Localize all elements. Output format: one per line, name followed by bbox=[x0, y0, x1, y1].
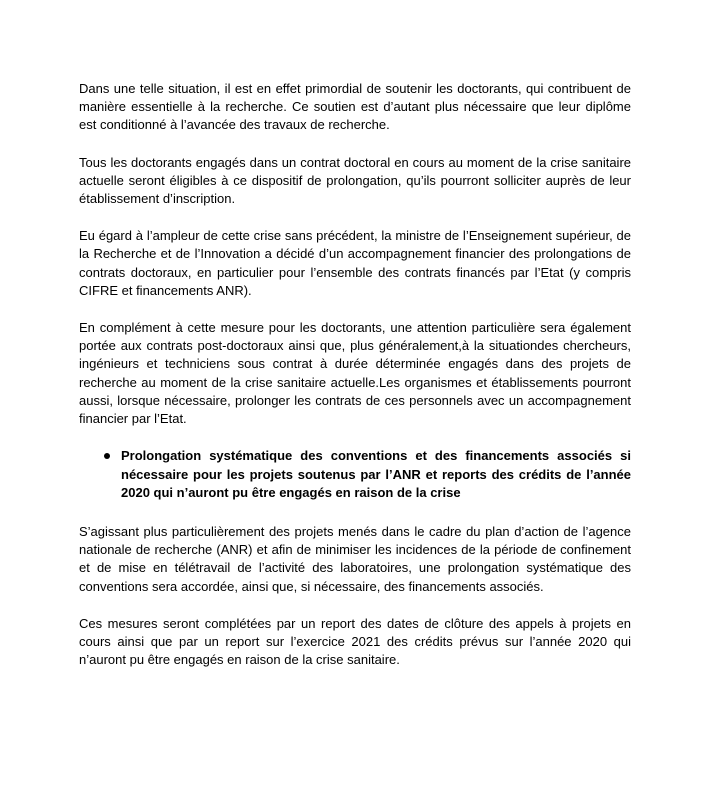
document-body bbox=[79, 80, 631, 688]
paragraph-soutien-doctorants: Dans une telle situation, il est en effet primordial de soutenir les doctorants, qui contribuent de manière essentielle à la recherche. Ce soutien est d’autant plus nécessaire que leur diplôme est conditionné à l’avancée des travaux de recherche. bbox=[79, 81, 631, 133]
paragraph-report-dates: Ces mesures seront complétées par un report des dates de clôture des appels à projets en cours ainsi que par un report sur l’exercice 2021 des crédits prévus sur l’année 2020 qui n’auront pu être engagés en raison de la crise sanitaire. bbox=[79, 615, 631, 668]
bullet-item-anr bbox=[79, 447, 631, 503]
paragraph-post-doctoraux: En complément à cette mesure pour les doctorants, une attention particulière sera également portée aux contrats post-doctoraux ainsi que, plus généralement,à la situationdes chercheurs, ingénieurs et techniciens sous contrat à durée déterminée engagés dans des projets de recherche au moment de la crise sanitaire actuelle.Les organismes et établissements pourront aussi, lorsque nécessaire, prolonger les contrats de ces personnels avec un accompagnement financier par l’Etat. bbox=[79, 320, 631, 427]
paragraph-projets-anr: S’agissant plus particulièrement des projets menés dans le cadre du plan d’action de l’agence nationale de recherche (ANR) et afin de minimiser les incidences de la période de confinement et de mise en télétravail de l’activité des laboratoires, une prolongation systématique des conventions sera accordée, ainsi que, si nécessaire, des financements associés. bbox=[79, 524, 631, 594]
paragraph-eligibilite: Tous les doctorants engagés dans un contrat doctoral en cours au moment de la crise sanitaire actuelle seront éligibles à ce dispositif de prolongation, qu’ils pourront solliciter auprès de leur établissement d’inscription. bbox=[79, 154, 631, 207]
bullet-dot-icon bbox=[104, 453, 110, 459]
paragraph-accompagnement-financier: Eu égard à l’ampleur de cette crise sans précédent, la ministre de l’Enseignement supérieur, de la Recherche et de l’Innovation a décidé d’un accompagnement financier des prolongations de contrats doctoraux, en particulier pour l’ensemble des contrats financés par l’Etat (y compris CIFRE et financements ANR). bbox=[79, 228, 631, 298]
bullet-text: Prolongation systématique des conventions et des financements associés si nécessaire pour les projets soutenus par l’ANR et reports des crédits de l’année 2020 qui n’auront pu être engagés en raison de la crise bbox=[121, 448, 631, 501]
